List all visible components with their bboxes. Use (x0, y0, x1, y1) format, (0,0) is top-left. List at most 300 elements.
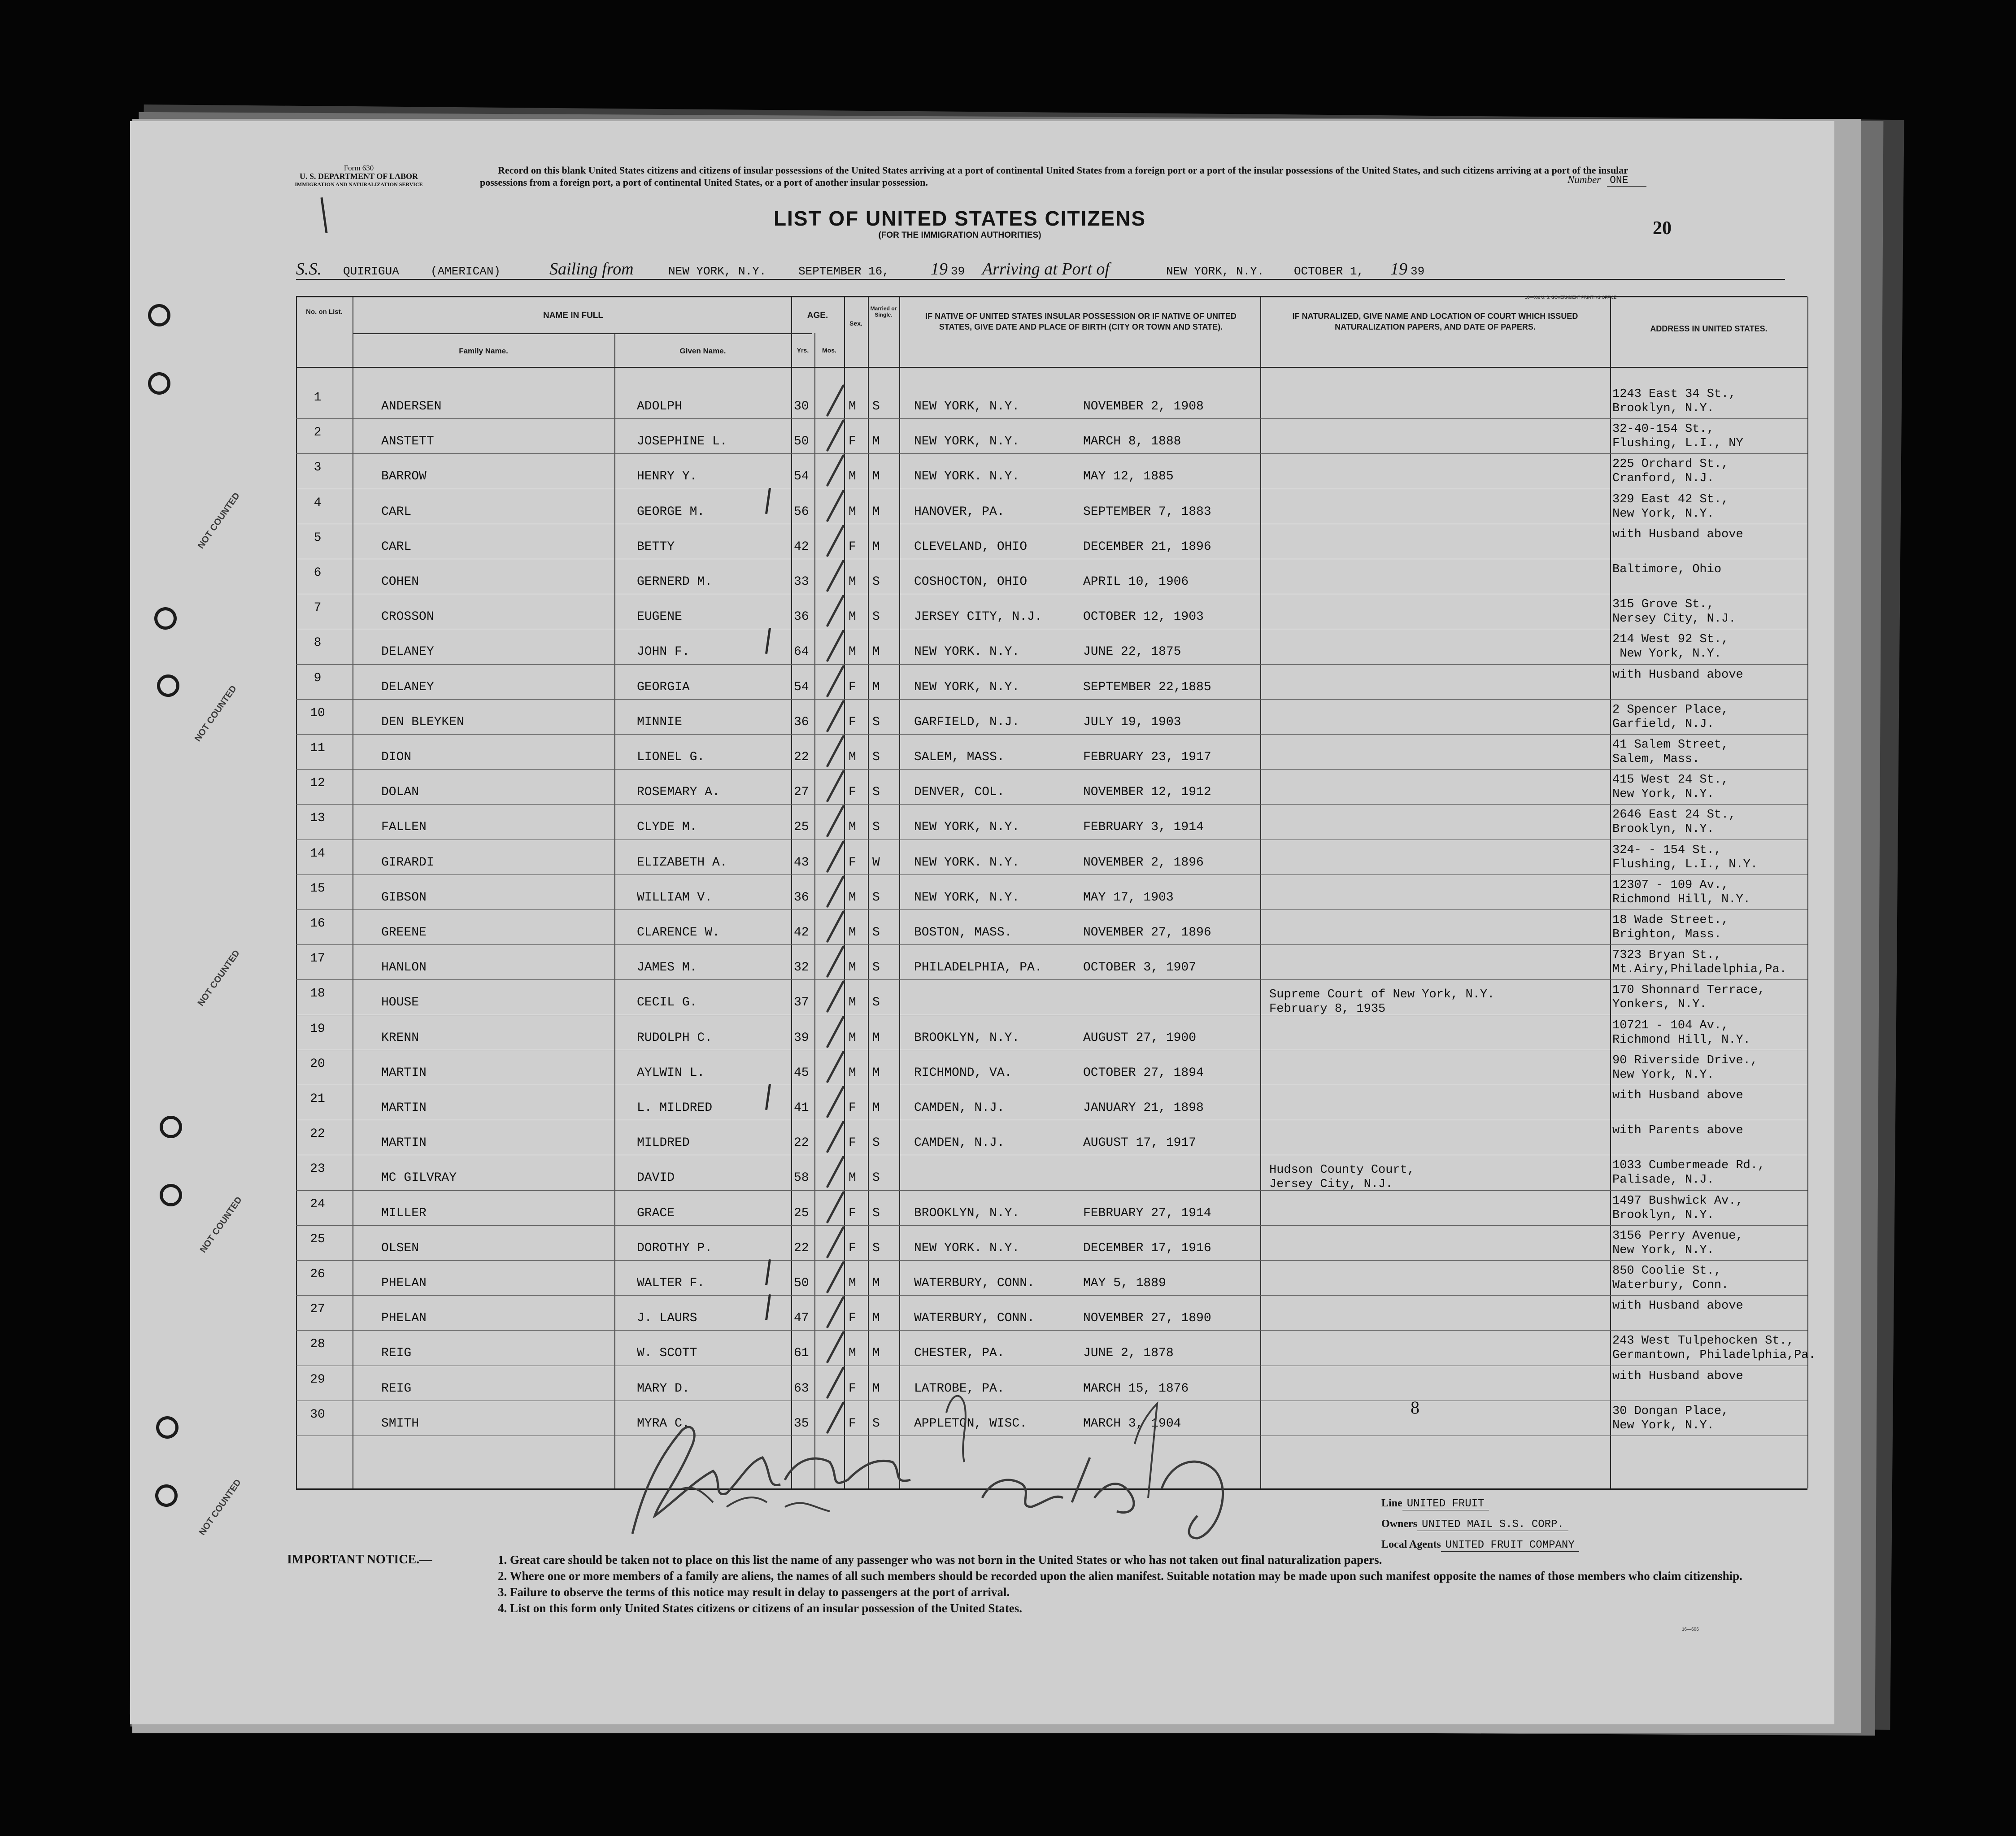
marital-status-cell: S (872, 1136, 880, 1150)
birth-place-cell: CLEVELAND, OHIO (914, 539, 1028, 554)
given-name-cell: GERNERD M. (637, 575, 713, 589)
check-mark-icon (826, 840, 845, 873)
family-name-cell: SMITH (381, 1416, 419, 1431)
birth-date-cell: OCTOBER 12, 1903 (1083, 610, 1204, 624)
not-counted-stamp: NOT COUNTED (196, 948, 242, 1008)
check-mark-icon (826, 1226, 845, 1258)
row-number: 19 (310, 1022, 325, 1036)
notice-item: 3. Failure to observe the terms of this notice may result in delay to passengers at the port of arrival. (498, 1585, 1010, 1599)
birth-place-cell: CAMDEN, N.J. (914, 1136, 1005, 1150)
row-rule (296, 418, 1807, 419)
check-mark-icon (826, 700, 845, 732)
family-name-cell: PHELAN (381, 1311, 427, 1326)
birth-place-cell: NEW YORK, N.Y. (914, 820, 1020, 835)
marital-status-cell: M (872, 505, 880, 519)
owners-value: UNITED MAIL S.S. CORP. (1417, 1518, 1568, 1531)
address-cell: 1243 East 34 St., Brooklyn, N.Y. (1612, 387, 1736, 415)
sex-cell: F (849, 1136, 856, 1150)
page-subtitle: (FOR THE IMMIGRATION AUTHORITIES) (878, 231, 1041, 240)
birth-date-cell: JUNE 2, 1878 (1083, 1346, 1174, 1361)
address-cell: with Husband above (1612, 1369, 1743, 1383)
marital-status-cell: S (872, 1171, 880, 1185)
arriving-year: 39 (1411, 265, 1425, 278)
given-name-cell: AYLWIN L. (637, 1066, 705, 1080)
age-cell: 50 (794, 435, 809, 449)
print-code: 16—606 (1682, 1627, 1699, 1632)
service-name: IMMIGRATION AND NATURALIZATION SERVICE (295, 181, 423, 187)
row-rule (296, 734, 1807, 735)
birth-date-cell: MARCH 8, 1888 (1083, 435, 1181, 449)
sex-cell: F (849, 855, 856, 870)
sex-cell: M (849, 1031, 856, 1045)
sex-cell: M (849, 470, 856, 484)
check-mark-icon (826, 384, 845, 417)
row-number: 1 (314, 391, 322, 405)
given-name-cell: GEORGIA (637, 680, 690, 694)
address-cell: with Husband above (1612, 1299, 1743, 1313)
check-mark-icon (826, 980, 845, 1013)
address-cell: 2646 East 24 St., Brooklyn, N.Y. (1612, 808, 1736, 836)
marital-status-cell: S (872, 926, 880, 940)
sex-cell: M (849, 890, 856, 905)
marital-status-cell: S (872, 961, 880, 975)
passenger-table (296, 296, 1816, 1490)
marital-status-cell: M (872, 435, 880, 449)
family-name-cell: PHELAN (381, 1276, 427, 1290)
sex-cell: F (849, 1311, 856, 1326)
family-name-cell: DEN BLEYKEN (381, 715, 464, 729)
birth-date-cell: NOVEMBER 27, 1890 (1083, 1311, 1211, 1326)
row-number: 13 (310, 811, 325, 826)
birth-date-cell: FEBRUARY 3, 1914 (1083, 820, 1204, 835)
birth-place-cell: BROOKLYN, N.Y. (914, 1031, 1020, 1045)
age-cell: 61 (794, 1346, 809, 1361)
birth-date-cell: OCTOBER 3, 1907 (1083, 961, 1197, 975)
margin-note: 8 (1411, 1397, 1419, 1418)
family-name-cell: MARTIN (381, 1136, 427, 1150)
check-mark-icon (826, 524, 845, 557)
birth-date-cell: MAY 5, 1889 (1083, 1276, 1166, 1290)
given-name-cell: JAMES M. (637, 961, 697, 975)
sailing-date: SEPTEMBER 16, (798, 265, 889, 278)
sailing-year-prefix: 19 (931, 260, 948, 278)
birth-place-cell: GARFIELD, N.J. (914, 715, 1020, 729)
age-cell: 22 (794, 1241, 809, 1255)
birth-place-cell: SALEM, MASS. (914, 750, 1005, 764)
birth-date-cell: FEBRUARY 23, 1917 (1083, 750, 1211, 764)
form-number: Form 630 (344, 164, 374, 172)
col-header-no: No. on List. (306, 308, 343, 316)
birth-place-cell: CHESTER, PA. (914, 1346, 1005, 1361)
check-mark-icon (826, 875, 845, 908)
check-mark-icon (826, 1050, 845, 1083)
birth-date-cell: MARCH 3, 1904 (1083, 1416, 1181, 1431)
row-rule (296, 769, 1807, 770)
age-cell: 30 (794, 400, 809, 413)
address-cell: 225 Orchard St., Cranford, N.J. (1612, 457, 1729, 486)
row-rule (296, 1295, 1807, 1296)
birth-place-cell: NEW YORK. N.Y. (914, 645, 1020, 659)
given-name-cell: JOSEPHINE L. (637, 435, 727, 449)
notice-item: 4. List on this form only United States citizens or citizens of an insular possession of the United States. (498, 1601, 1023, 1615)
check-mark-icon (826, 1086, 845, 1118)
ship-name: QUIRIGUA (343, 265, 399, 278)
family-name-cell: MARTIN (381, 1066, 427, 1080)
age-cell: 32 (794, 961, 809, 975)
col-header-family: Family Name. (459, 347, 508, 355)
row-rule (296, 1190, 1807, 1191)
row-number: 8 (314, 636, 322, 650)
sex-cell: F (849, 785, 856, 800)
sex-cell: M (849, 926, 856, 940)
address-cell: 7323 Bryan St., Mt.Airy,Philadelphia,Pa. (1612, 948, 1787, 977)
age-cell: 45 (794, 1066, 809, 1080)
list-number (1568, 174, 1646, 186)
row-number: 9 (314, 671, 322, 685)
row-number: 3 (314, 461, 322, 475)
arriving-date: OCTOBER 1, (1294, 265, 1364, 278)
list-number-value: ONE (1607, 174, 1646, 187)
col-header-sex: Sex. (849, 320, 862, 327)
column-rule (296, 297, 297, 1488)
marital-status-cell: S (872, 750, 880, 764)
birth-date-cell: DECEMBER 21, 1896 (1083, 539, 1211, 554)
sex-cell: M (849, 575, 856, 589)
col-header-name-group: NAME IN FULL (543, 311, 604, 320)
birth-date-cell: DECEMBER 17, 1916 (1083, 1241, 1211, 1255)
manifest-sheet (130, 121, 1834, 1724)
given-name-cell: HENRY Y. (637, 470, 697, 484)
row-number: 24 (310, 1197, 325, 1211)
page-number: 20 (1653, 218, 1672, 239)
birth-date-cell: NOVEMBER 12, 1912 (1083, 785, 1211, 800)
binder-hole-icon (160, 1116, 182, 1138)
given-name-cell: LIONEL G. (637, 750, 705, 764)
check-mark-icon (826, 560, 845, 592)
check-mark-icon (826, 1121, 845, 1153)
row-rule (296, 979, 1807, 980)
voyage-line (296, 259, 1785, 280)
family-name-cell: DOLAN (381, 785, 419, 800)
col-header-married: Married or Single. (870, 305, 897, 318)
sailing-label: Sailing from (549, 260, 634, 278)
family-name-cell: DELANEY (381, 680, 434, 694)
row-number: 11 (310, 741, 325, 755)
binder-hole-icon (157, 674, 179, 697)
family-name-cell: ANDERSEN (381, 400, 442, 413)
marital-status-cell: W (872, 855, 880, 870)
binder-hole-icon (160, 1184, 182, 1206)
col-header-naturalized: IF NATURALIZED, GIVE NAME AND LOCATION OF COURT WHICH ISSUED NATURALIZATION PAPERS, AND DATE OF PAPERS. (1292, 312, 1578, 331)
address-cell: 1033 Cumbermeade Rd., Palisade, N.J. (1612, 1159, 1765, 1187)
check-mark-icon (826, 805, 845, 838)
given-name-cell: BETTY (637, 539, 675, 554)
family-name-cell: CARL (381, 539, 412, 554)
agents-value: UNITED FRUIT COMPANY (1441, 1539, 1579, 1552)
sex-cell: M (849, 400, 856, 413)
naturalization-cell: Supreme Court of New York, N.Y. February 8, 1935 (1269, 988, 1495, 1016)
notice-heading: IMPORTANT NOTICE.— (287, 1553, 432, 1566)
row-number: 14 (310, 846, 325, 861)
birth-date-cell: NOVEMBER 27, 1896 (1083, 926, 1211, 940)
row-number: 12 (310, 776, 325, 791)
pen-mark (765, 628, 771, 654)
row-number: 20 (310, 1057, 325, 1071)
age-cell: 27 (794, 785, 809, 800)
marital-status-cell: S (872, 400, 880, 413)
birth-place-cell: WATERBURY, CONN. (914, 1276, 1035, 1290)
address-cell: 30 Dongan Place, New York, N.Y. (1612, 1404, 1729, 1432)
pen-mark (765, 1084, 771, 1110)
birth-place-cell: DENVER, COL. (914, 785, 1005, 800)
birth-place-cell: NEW YORK. N.Y. (914, 855, 1020, 870)
marital-status-cell: M (872, 645, 880, 659)
marital-status-cell: M (872, 1101, 880, 1115)
line-value: UNITED FRUIT (1402, 1498, 1489, 1510)
age-cell: 36 (794, 610, 809, 624)
given-name-cell: CLYDE M. (637, 820, 697, 835)
check-mark-icon (826, 945, 845, 978)
address-cell: with Parents above (1612, 1124, 1743, 1138)
marital-status-cell: S (872, 820, 880, 835)
given-name-cell: CLARENCE W. (637, 926, 720, 940)
birth-place-cell: RICHMOND, VA. (914, 1066, 1012, 1080)
row-number: 17 (310, 952, 325, 966)
row-number: 2 (314, 426, 322, 440)
birth-place-cell: JERSEY CITY, N.J. (914, 610, 1042, 624)
birth-date-cell: JUNE 22, 1875 (1083, 645, 1181, 659)
col-header-given: Given Name. (679, 347, 726, 355)
given-name-cell: MINNIE (637, 715, 682, 729)
age-cell: 50 (794, 1276, 809, 1290)
birth-place-cell: WATERBURY, CONN. (914, 1311, 1035, 1326)
row-number: 6 (314, 566, 322, 580)
sex-cell: M (849, 750, 856, 764)
birth-date-cell: AUGUST 17, 1917 (1083, 1136, 1197, 1150)
family-name-cell: ANSTETT (381, 435, 434, 449)
inspector-signature-icon (579, 1345, 1386, 1552)
column-rule (1610, 297, 1611, 1488)
check-mark-icon (826, 419, 845, 452)
sex-cell: M (849, 820, 856, 835)
column-rule (1807, 297, 1808, 1488)
family-name-cell: MARTIN (381, 1101, 427, 1115)
sex-cell: F (849, 539, 856, 554)
agents-label: Local Agents (1381, 1539, 1441, 1550)
column-rule (791, 297, 792, 1488)
birth-date-cell: OCTOBER 27, 1894 (1083, 1066, 1204, 1080)
check-mark-icon (826, 489, 845, 522)
row-rule (296, 664, 1807, 665)
birth-date-cell: FEBRUARY 27, 1914 (1083, 1206, 1211, 1220)
given-name-cell: ADOLPH (637, 400, 682, 413)
check-mark-icon (826, 1015, 845, 1048)
age-cell: 36 (794, 715, 809, 729)
row-rule (296, 874, 1807, 875)
family-name-cell: GIBSON (381, 890, 427, 905)
given-name-cell: L. MILDRED (637, 1101, 713, 1115)
row-number: 28 (310, 1337, 325, 1352)
naturalization-cell: Hudson County Court, Jersey City, N.J. (1269, 1163, 1415, 1192)
family-name-cell: DELANEY (381, 645, 434, 659)
row-number: 25 (310, 1232, 325, 1246)
birth-place-cell: NEW YORK, N.Y. (914, 400, 1020, 413)
row-rule (296, 1330, 1807, 1331)
family-name-cell: HOUSE (381, 996, 419, 1010)
family-name-cell: REIG (381, 1346, 412, 1361)
marital-status-cell: M (872, 680, 880, 694)
age-cell: 36 (794, 890, 809, 905)
age-cell: 37 (794, 996, 809, 1010)
sex-cell: M (849, 645, 856, 659)
given-name-cell: MILDRED (637, 1136, 690, 1150)
age-cell: 35 (794, 1416, 809, 1431)
owners-label: Owners (1381, 1518, 1417, 1530)
family-name-cell: DION (381, 750, 412, 764)
address-cell: with Husband above (1612, 1089, 1743, 1102)
age-cell: 22 (794, 1136, 809, 1150)
address-cell: 10721 - 104 Av., Richmond Hill, N.Y. (1612, 1018, 1750, 1047)
birth-date-cell: APRIL 10, 1906 (1083, 575, 1189, 589)
address-cell: 3156 Perry Avenue, New York, N.Y. (1612, 1229, 1743, 1257)
given-name-cell: CECIL G. (637, 996, 697, 1010)
sex-cell: M (849, 1346, 856, 1361)
address-cell: 324- - 154 St., Flushing, L.I., N.Y. (1612, 843, 1758, 871)
binder-hole-icon (148, 304, 170, 326)
sailing-year: 39 (951, 265, 965, 278)
age-cell: 43 (794, 855, 809, 870)
sex-cell: M (849, 996, 856, 1010)
form-instructions: Record on this blank United States citizens and citizens of insular possessions of the United States arriving at a port of continental United States from a foreign port or a port of the insular possessions of the United States, and such citizens arriving at a port of the insular possessions from a foreign port, a port of continental United States, or a port of another insular possession. (480, 165, 1628, 188)
address-cell: 32-40-154 St., Flushing, L.I., NY (1612, 422, 1743, 451)
list-number-label: Number (1568, 174, 1601, 185)
birth-date-cell: JULY 19, 1903 (1083, 715, 1181, 729)
column-rule (868, 297, 869, 1488)
sex-cell: F (849, 1416, 856, 1431)
birth-date-cell: MAY 12, 1885 (1083, 470, 1174, 484)
age-cell: 42 (794, 539, 809, 554)
age-cell: 22 (794, 750, 809, 764)
sex-cell: M (849, 961, 856, 975)
check-mark-icon (826, 1156, 845, 1188)
pen-mark (765, 1259, 771, 1285)
family-name-cell: BARROW (381, 470, 427, 484)
check-mark-icon (826, 770, 845, 803)
row-number: 10 (310, 706, 325, 720)
row-number: 30 (310, 1407, 325, 1422)
family-name-cell: MILLER (381, 1206, 427, 1220)
birth-place-cell: NEW YORK. N.Y. (914, 1241, 1020, 1255)
row-number: 26 (310, 1267, 325, 1281)
family-name-cell: GREENE (381, 926, 427, 940)
birth-date-cell: MARCH 15, 1876 (1083, 1381, 1189, 1396)
page-title: LIST OF UNITED STATES CITIZENS (773, 207, 1146, 230)
birth-date-cell: NOVEMBER 2, 1908 (1083, 400, 1204, 413)
notice-items (498, 1552, 1816, 1616)
arriving-label: Arriving at Port of (982, 260, 1110, 278)
binder-hole-icon (155, 1484, 178, 1507)
given-name-cell: J. LAURS (637, 1311, 697, 1326)
given-name-cell: WALTER F. (637, 1276, 705, 1290)
birth-place-cell: CAMDEN, N.J. (914, 1101, 1005, 1115)
address-cell: 90 Riverside Drive., New York, N.Y. (1612, 1053, 1758, 1082)
column-rule (899, 297, 900, 1488)
age-cell: 64 (794, 645, 809, 659)
address-cell: with Husband above (1612, 668, 1743, 682)
row-number: 23 (310, 1162, 325, 1176)
check-mark-icon (826, 1191, 845, 1223)
given-name-cell: EUGENE (637, 610, 682, 624)
check-mark-icon (826, 454, 845, 487)
address-cell: 2 Spencer Place, Garfield, N.J. (1612, 703, 1729, 731)
row-number: 27 (310, 1302, 325, 1317)
age-cell: 25 (794, 1206, 809, 1220)
address-cell: 315 Grove St., Nersey City, N.J. (1612, 598, 1736, 626)
not-counted-stamp: NOT COUNTED (198, 1195, 244, 1255)
birth-place-cell: COSHOCTON, OHIO (914, 575, 1028, 589)
sex-cell: M (849, 1171, 856, 1185)
age-cell: 25 (794, 820, 809, 835)
marital-status-cell: M (872, 1031, 880, 1045)
marital-status-cell: M (872, 1066, 880, 1080)
address-cell: 18 Wade Street., Brighton, Mass. (1612, 914, 1729, 941)
marital-status-cell: M (872, 470, 880, 484)
given-name-cell: DOROTHY P. (637, 1241, 713, 1255)
not-counted-stamp: NOT COUNTED (192, 683, 239, 744)
not-counted-stamp: NOT COUNTED (197, 1477, 244, 1537)
address-cell: 12307 - 109 Av., Richmond Hill, N.Y. (1612, 878, 1750, 906)
address-cell: 850 Coolie St., Waterbury, Conn. (1612, 1264, 1729, 1292)
given-name-cell: JOHN F. (637, 645, 690, 659)
family-name-cell: COHEN (381, 575, 419, 589)
birth-place-cell: NEW YORK, N.Y. (914, 680, 1020, 694)
not-counted-stamp: NOT COUNTED (196, 491, 242, 551)
sex-cell: F (849, 1101, 856, 1115)
row-number: 18 (310, 987, 325, 1001)
row-rule (296, 944, 1807, 945)
given-name-cell: W. SCOTT (637, 1346, 697, 1361)
print-code: 16—606 U. S. GOVERNMENT PRINTING OFFICE (1525, 295, 1617, 300)
birth-date-cell: NOVEMBER 2, 1896 (1083, 855, 1204, 870)
family-name-cell: CARL (381, 505, 412, 519)
age-cell: 54 (794, 680, 809, 694)
column-rule (814, 333, 815, 1488)
age-cell: 63 (794, 1381, 809, 1396)
binder-hole-icon (148, 372, 170, 395)
sex-cell: F (849, 1381, 856, 1396)
marital-status-cell: S (872, 785, 880, 800)
age-cell: 39 (794, 1031, 809, 1045)
age-cell: 56 (794, 505, 809, 519)
marital-status-cell: S (872, 575, 880, 589)
line-label: Line (1381, 1497, 1402, 1509)
given-name-cell: GRACE (637, 1206, 675, 1220)
birth-place-cell: PHILADELPHIA, PA. (914, 961, 1042, 975)
check-mark-icon (826, 595, 845, 627)
row-rule (296, 1260, 1807, 1261)
ship-flag: (AMERICAN) (431, 265, 501, 278)
check-mark-icon (826, 735, 845, 768)
age-cell: 42 (794, 926, 809, 940)
check-mark-icon (826, 1296, 845, 1329)
check-mark-icon (826, 665, 845, 697)
birth-place-cell: NEW YORK. N.Y. (914, 470, 1020, 484)
row-rule (296, 909, 1807, 910)
age-cell: 41 (794, 1101, 809, 1115)
pen-mark (320, 197, 327, 233)
sex-cell: M (849, 610, 856, 624)
given-name-cell: ROSEMARY A. (637, 785, 720, 800)
